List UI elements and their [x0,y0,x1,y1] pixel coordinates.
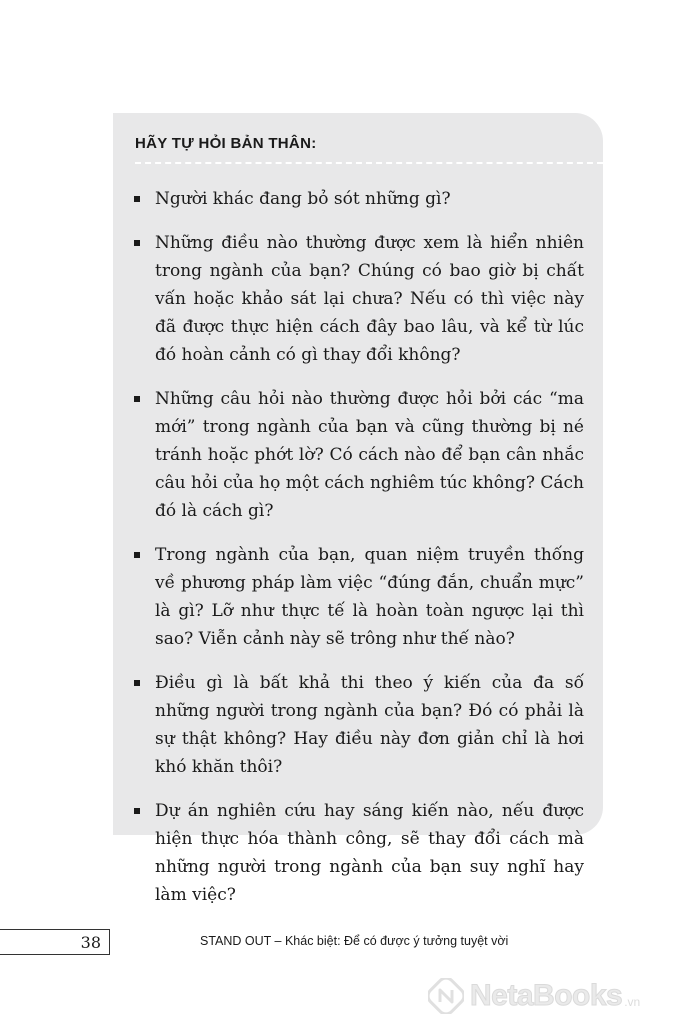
watermark-suffix: .vn [624,995,641,1009]
netabooks-logo-icon [428,978,464,1014]
square-bullet-icon [134,240,140,246]
list-item-text: Trong ngành của bạn, quan niệm truyền thống về phương pháp làm việc “đúng đắn, chuẩn mực” là gì? Lỡ như thực tế là hoàn toàn ngược lại thì sao? Viễn cảnh này sẽ trông như thế nào? [155,545,584,649]
list-item-text: Những câu hỏi nào thường được hỏi bởi các “ma mới” trong ngành của bạn và cũng thường bị né tránh hoặc phớt lờ? Có cách nào để bạn cân nhắc câu hỏi của họ một cách nghiêm túc không? Cách đó là cách gì? [155,389,584,521]
question-list [134,185,584,925]
list-item-text: Người khác đang bỏ sót những gì? [155,189,451,209]
list-item-text: Điều gì là bất khả thi theo ý kiến của đa số những người trong ngành của bạn? Đó có phải là sự thật không? Hay điều này đơn giản chỉ là hơi khó khăn thôi? [155,673,584,777]
square-bullet-icon [134,196,140,202]
square-bullet-icon [134,396,140,402]
list-item-text: Những điều nào thường được xem là hiển nhiên trong ngành của bạn? Chúng có bao giờ bị chất vấn hoặc khảo sát lại chưa? Nếu có thì việc này đã được thực hiện cách đây bao lâu, và kể từ lúc đó hoàn cảnh có gì thay đổi không? [155,233,584,365]
square-bullet-icon [134,808,140,814]
callout-box [113,113,603,905]
square-bullet-icon [134,552,140,558]
list-item [134,541,584,653]
list-item [134,229,584,369]
page-footer [0,929,700,955]
watermark [428,974,640,1018]
callout-title: HÃY TỰ HỎI BẢN THÂN: [135,135,317,152]
running-title: STAND OUT – Khác biệt: Để có được ý tưởng tuyệt vời [200,934,509,948]
list-item [134,185,584,213]
page-number: 38 [80,933,101,952]
list-item [134,669,584,781]
square-bullet-icon [134,680,140,686]
list-item [134,797,584,909]
list-item [134,385,584,525]
dashed-divider [135,162,603,164]
watermark-brand: NetaBooks [470,979,623,1012]
page-number-box [0,929,110,955]
list-item-text: Dự án nghiên cứu hay sáng kiến nào, nếu được hiện thực hóa thành công, sẽ thay đổi cách mà những người trong ngành của bạn suy nghĩ hay làm việc? [155,801,584,905]
